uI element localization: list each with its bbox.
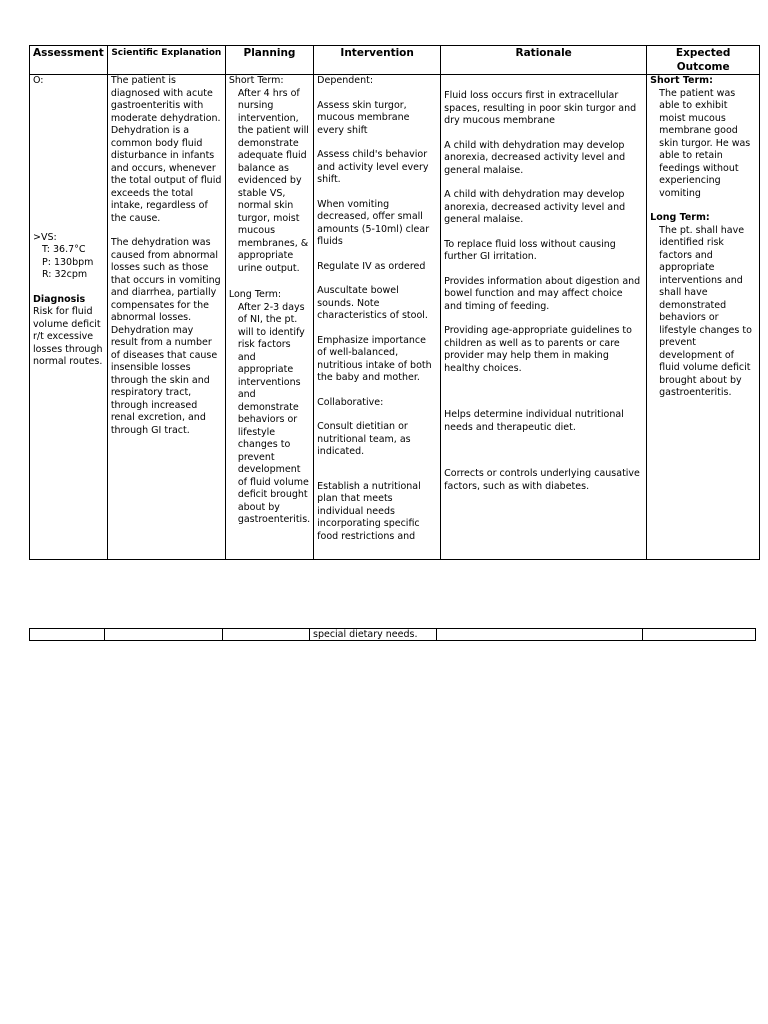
table-row bbox=[30, 75, 760, 560]
intervention-continued: special dietary needs. bbox=[310, 629, 437, 641]
planning-short-text: After 4 hrs of nursing intervention, the patient will demonstrate adequate fluid balance as evidenced by stable VS, normal skin turgor, moist mucous membranes, & appropriate urine output. bbox=[237, 87, 309, 274]
header-rationale: Rationale bbox=[441, 46, 647, 75]
intervention-item: Regulate IV as ordered bbox=[317, 260, 426, 272]
rationale-item: Helps determine individual nutritional needs and therapeutic diet. bbox=[444, 409, 624, 433]
explanation-paragraph: The patient is diagnosed with acute gastroenteritis with moderate dehydration. Dehydration is a common body fluid disturbance in infants and occurs, whenever the total output of fluid exceeds the total intake, regardless of the cause. bbox=[110, 75, 222, 224]
rationale-item: Corrects or controls underlying causative factors, such as with diabetes. bbox=[444, 468, 640, 492]
planning-short-label: Short Term: bbox=[228, 75, 284, 86]
expected-outcome-cell bbox=[647, 75, 760, 560]
intervention-item: Emphasize importance of well-balanced, nutritious intake of both the baby and mother. bbox=[317, 334, 432, 383]
outcome-short-text: The patient was able to exhibit moist mucous membrane good skin turgor. He was able to retain feedings without experiencing vomiting bbox=[659, 87, 751, 199]
intervention-item: Assess child's behavior and activity level every shift. bbox=[317, 149, 429, 185]
rationale-item: A child with dehydration may develop anorexia, decreased activity level and general malaise. bbox=[444, 189, 626, 225]
assessment-cell bbox=[30, 75, 108, 560]
vital-temperature: T: 36.7°C bbox=[42, 244, 86, 255]
explanation-paragraph: The dehydration was caused from abnormal losses such as those that occurs in vomiting and diarrhea, partially compensates for the abnormal losses. bbox=[110, 237, 221, 323]
intervention-item: Assess skin turgor, mucous membrane every shift bbox=[317, 99, 410, 136]
empty-cell bbox=[437, 629, 643, 641]
diagnosis-label: Diagnosis bbox=[33, 293, 86, 305]
scientific-explanation-cell bbox=[107, 75, 225, 560]
explanation-paragraph: Dehydration may result from a number of diseases that cause insensible losses through the skin and respiratory tract, through increased renal excretion, and through GI tract. bbox=[110, 324, 218, 436]
header-scientific-explanation: Scientific Explanation bbox=[107, 46, 225, 75]
rationale-item: Fluid loss occurs first in extracellular spaces, resulting in poor skin turgor and dry mucous membrane bbox=[444, 90, 637, 126]
vital-pulse: P: 130bpm bbox=[42, 256, 94, 268]
header-expected-outcome: Expected Outcome bbox=[647, 46, 760, 75]
empty-cell bbox=[643, 629, 756, 641]
intervention-item: When vomiting decreased, offer small amounts (5-10ml) clear fluids bbox=[317, 198, 430, 247]
planning-cell bbox=[225, 75, 313, 560]
header-intervention: Intervention bbox=[314, 46, 441, 75]
empty-cell bbox=[30, 629, 105, 641]
vs-label: >VS: bbox=[33, 231, 57, 243]
intervention-item: Consult dietitian or nutritional team, as indicated. bbox=[317, 421, 411, 457]
care-plan-table bbox=[29, 45, 760, 560]
rationale-item: Providing age-appropriate guidelines to children as well as to parents or care provider may help them in making healthy choices. bbox=[444, 325, 632, 374]
planning-long-label: Long Term: bbox=[228, 289, 282, 300]
dependent-label: Dependent: bbox=[317, 75, 374, 86]
header-planning: Planning bbox=[225, 46, 313, 75]
empty-cell bbox=[223, 629, 310, 641]
header-row bbox=[30, 46, 760, 75]
header-assessment: Assessment bbox=[30, 46, 108, 75]
objective-label: O: bbox=[33, 75, 44, 86]
rationale-cell bbox=[441, 75, 647, 560]
rationale-item: To replace fluid loss without causing further GI irritation. bbox=[444, 238, 616, 262]
intervention-item: Auscultate bowel sounds. Note characteristics of stool. bbox=[317, 285, 428, 321]
vital-respiration: R: 32cpm bbox=[42, 269, 88, 280]
empty-cell bbox=[105, 629, 223, 641]
planning-long-text: After 2-3 days of NI, the pt. will to identify risk factors and appropriate interventions and demonstrate behaviors or lifestyle changes to prevent development of fluid volume deficit brought about by gastroenteritis. bbox=[237, 301, 311, 525]
continuation-table bbox=[29, 628, 756, 641]
intervention-cell bbox=[314, 75, 441, 560]
rationale-item: Provides information about digestion and bowel function and may affect choice and timing of feeding. bbox=[444, 275, 641, 312]
table-row bbox=[30, 629, 756, 641]
outcome-long-text: The pt. shall have identified risk factors and appropriate interventions and shall have demonstrated behaviors or lifestyle changes to prevent development of fluid volume deficit brought about by gastroenteritis. bbox=[659, 224, 752, 398]
rationale-item: A child with dehydration may develop anorexia, decreased activity level and general malaise. bbox=[444, 139, 626, 176]
diagnosis-text: Risk for fluid volume deficit r/t excessive losses through normal routes. bbox=[33, 306, 103, 367]
collaborative-label: Collaborative: bbox=[317, 396, 384, 408]
intervention-item: Establish a nutritional plan that meets individual needs incorporating specific food restrictions and bbox=[317, 480, 421, 542]
outcome-long-label: Long Term: bbox=[650, 212, 710, 223]
outcome-short-label: Short Term: bbox=[650, 75, 713, 86]
